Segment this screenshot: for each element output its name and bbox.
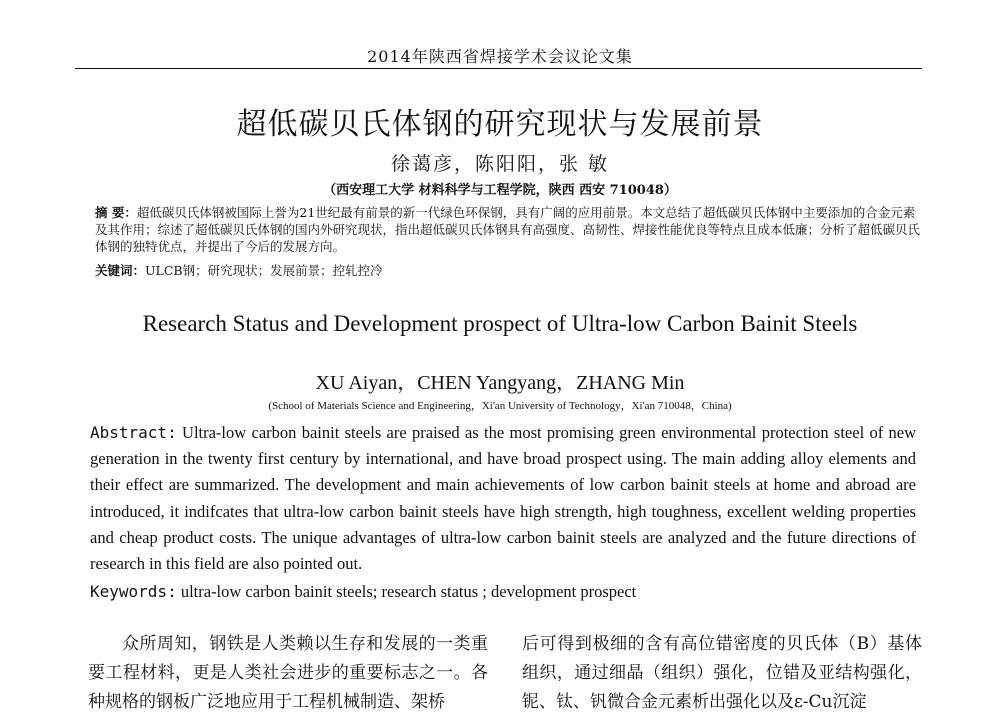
running-header: 2014年陕西省焊接学术会议论文集	[367, 47, 633, 66]
english-keywords	[90, 579, 916, 605]
body-right-column	[522, 630, 922, 717]
english-title: Research Status and Development prospect of Ultra-low Carbon Bainit Steels	[142, 311, 858, 336]
chinese-abstract-text: 超低碳贝氏体钢被国际上誉为21世纪最有前景的新一代绿色环保钢，具有广阔的应用前景。本文总结了超低碳贝氏体钢中主要添加的合金元素及其作用；综述了超低碳贝氏体钢的国内外研究现状，指出超低碳贝氏体钢具有高强度、高韧性、焊接性能优良等特点且成本低廉；分析了超低碳贝氏体钢的独特优点，并提出了今后的发展方向。	[95, 205, 921, 254]
chinese-abstract	[95, 204, 920, 255]
chinese-keywords	[95, 262, 920, 279]
chinese-abstract-label: 摘 要：	[95, 205, 137, 220]
english-affiliation: (School of Materials Science and Engineering，Xi'an University of Technology，Xi'an 710048，China)	[268, 400, 732, 412]
body-left-column	[88, 630, 488, 717]
english-abstract-text: Ultra-low carbon bainit steels are praised as the most promising green environmental protection steel of new generation in the twenty first century by international, and have broad prospect using. The main adding alloy elements and their effect are summarized. The development and main achievements of low carbon bainit steels at home and abroad are introduced, it indifcates that ultra-low carbon bainit steels have high strength, high toughness, excellent welding properties and cheap product costs. The unique advantages of ultra-low carbon bainit steels are analyzed and the future directions of research in this field are also pointed out.	[90, 423, 917, 574]
chinese-title: 超低碳贝氏体钢的研究现状与发展前景	[236, 107, 764, 142]
body-right-paragraph: 后可得到极细的含有高位错密度的贝氏体（B）基体组织，通过细晶（组织）强化，位错及亚结构强化，铌、钛、钒微合金元素析出强化以及ε-Cu沉淀	[522, 634, 922, 712]
header-rule	[75, 68, 922, 69]
english-keywords-text: ultra-low carbon bainit steels; research status ; development prospect	[180, 582, 637, 601]
chinese-authors: 徐蔼彦，陈阳阳，张 敏	[390, 153, 610, 175]
body-left-paragraph: 众所周知，钢铁是人类赖以生存和发展的一类重要工程材料，更是人类社会进步的重要标志之一。各种规格的钢板广泛地应用于工程机械制造、架桥	[88, 634, 488, 712]
chinese-keywords-text: ULCB钢；研究现状；发展前景；控轧控冷	[145, 263, 383, 278]
chinese-keywords-label: 关键词：	[95, 263, 146, 278]
chinese-affiliation: （西安理工大学 材料科学与工程学院，陕西 西安 710048）	[323, 183, 677, 198]
english-authors: XU Aiyan，CHEN Yangyang，ZHANG Min	[315, 372, 685, 394]
english-abstract	[90, 420, 916, 577]
english-abstract-label: Abstract:	[90, 423, 177, 442]
english-keywords-label: Keywords:	[90, 582, 177, 601]
